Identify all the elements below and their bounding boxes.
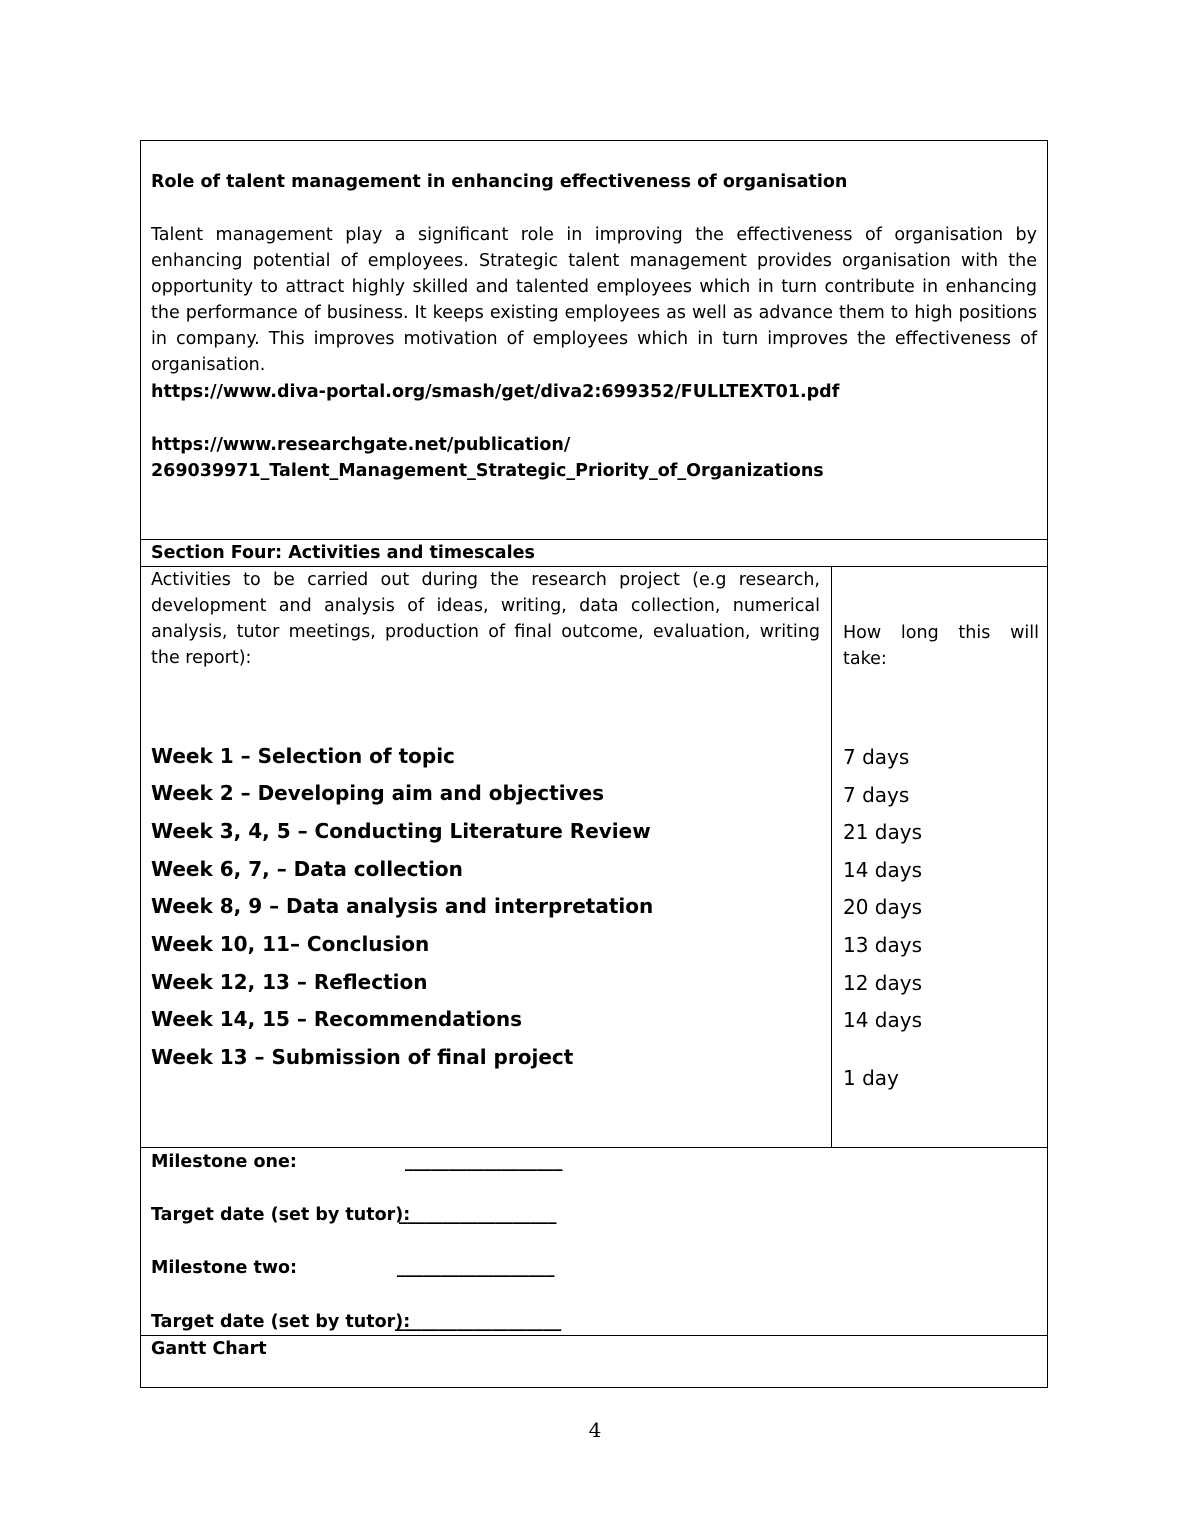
column-divider [831, 566, 832, 1147]
reference-link-1[interactable]: https://www.diva-portal.org/smash/get/diva2:699352/FULLTEXT01.pdf [151, 382, 840, 402]
activity-duration-2: 7 days [843, 783, 910, 807]
duration-header-text: How long this will take: [843, 623, 1039, 669]
row-divider [141, 1335, 1047, 1336]
milestone-one-field[interactable]: __________________ [405, 1152, 563, 1172]
activities-description: Activities to be carried out during the research project (e.g research, development and analysis of ideas, writing, data collection, numerical analysis, tutor meetings, production of final outcome, evaluation, writing the report): [151, 570, 820, 668]
activity-week-9: Week 13 – Submission of final project [151, 1045, 574, 1069]
activity-week-7: Week 12, 13 – Reflection [151, 970, 428, 994]
milestone-two-label: Milestone two: [151, 1258, 298, 1278]
target-date-2-label: Target date (set by tutor): [151, 1312, 411, 1332]
gantt-chart-title: Gantt Chart [151, 1339, 267, 1359]
section-paragraph: Talent management play a significant role in improving the effectiveness of organisation by enhancing potential of employees. Strategic talent management provides organisation with the opportunity to attract highly skilled and talented employees which in turn contribute in enhancing the performance of business. It keeps existing employees as well as advance them to high positions in company. This improves motivation of employees which in turn improves the effectiveness of organisation. [151, 225, 1037, 375]
row-divider [141, 1147, 1047, 1148]
milestone-one-label: Milestone one: [151, 1152, 297, 1172]
activity-duration-6: 13 days [843, 933, 923, 957]
activity-duration-9: 1 day [843, 1066, 899, 1090]
duration-header [843, 620, 1039, 672]
activity-duration-4: 14 days [843, 858, 923, 882]
activity-week-3: Week 3, 4, 5 – Conducting Literature Review [151, 819, 651, 843]
page-number: 4 [588, 1418, 602, 1442]
activity-duration-8: 14 days [843, 1008, 923, 1032]
target-date-1-field[interactable]: __________________ [399, 1205, 557, 1225]
activity-week-6: Week 10, 11– Conclusion [151, 932, 430, 956]
activity-week-1: Week 1 – Selection of topic [151, 744, 455, 768]
section-heading: Role of talent management in enhancing effectiveness of organisation [151, 172, 848, 192]
reference-link-2-line1[interactable]: https://www.researchgate.net/publication/ [151, 435, 571, 455]
activity-duration-7: 12 days [843, 971, 923, 995]
activity-week-2: Week 2 – Developing aim and objectives [151, 781, 605, 805]
activity-duration-3: 21 days [843, 820, 923, 844]
activity-duration-5: 20 days [843, 895, 923, 919]
activity-week-4: Week 6, 7, – Data collection [151, 857, 463, 881]
activity-duration-1: 7 days [843, 745, 910, 769]
section-four-title: Section Four: Activities and timescales [151, 543, 535, 563]
target-date-1-label: Target date (set by tutor): [151, 1205, 411, 1225]
activity-week-5: Week 8, 9 – Data analysis and interpretation [151, 894, 654, 918]
milestone-two-field[interactable]: __________________ [397, 1258, 555, 1278]
reference-link-2-line2[interactable]: 269039971_Talent_Management_Strategic_Priority_of_Organizations [151, 461, 824, 481]
activity-week-8: Week 14, 15 – Recommendations [151, 1007, 523, 1031]
document-table [140, 140, 1048, 1388]
target-date-2-field[interactable]: ___________________ [395, 1312, 562, 1332]
